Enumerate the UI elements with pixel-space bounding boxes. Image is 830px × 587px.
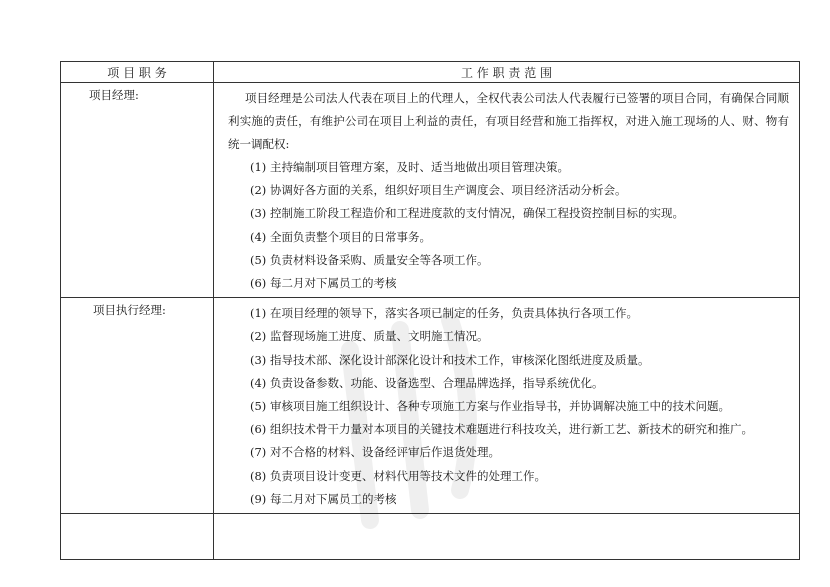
list-item: (5) 负责材料设备采购、质量安全等各项工作。 — [250, 252, 489, 267]
exec-duty-list — [228, 302, 789, 511]
list-item: (3) 控制施工阶段工程造价和工程进度款的支付情况，确保工程投资控制目标的实现。 — [250, 206, 684, 221]
list-item: (3) 指导技术部、深化设计部深化设计和技术工作，审核深化图纸进度及质量。 — [250, 352, 650, 367]
list-item: (2) 监督现场施工进度、质量、文明施工情况。 — [250, 329, 489, 344]
list-item: (1) 主持编制项目管理方案，及时、适当地做出项目管理决策。 — [250, 160, 569, 174]
list-item: (6) 组织技术骨干力量对本项目的关键技术难题进行科技攻关，进行新工艺、新技术的研究和推广。 — [250, 422, 753, 437]
role-project-manager: 项目经理: — [89, 88, 139, 102]
empty-table-row — [61, 514, 800, 560]
header-position: 项 目 职 务 — [61, 62, 214, 83]
list-item: (1) 在项目经理的领导下，落实各项已制定的任务，负责具体执行各项工作。 — [250, 306, 638, 321]
list-item: (2) 协调好各方面的关系，组织好项目生产调度会、项目经济活动分析会。 — [250, 183, 627, 198]
pm-intro-paragraph: 项目经理是公司法人代表在项目上的代理人，全权代表公司法人代表履行已签署的项目合同，有确保合同顺利实施的责任，有维护公司在项目上利益的责任，有项目经营和施工指挥权，对进入施工现场的人、财、物有统一调配权: — [228, 91, 789, 151]
role-cell — [61, 298, 214, 514]
duty-cell — [214, 298, 800, 514]
pm-duty-list — [228, 156, 789, 295]
list-item: (4) 负责设备参数、功能、设备选型、合理品牌选择，指导系统优化。 — [250, 375, 604, 390]
table-row — [61, 298, 800, 514]
list-item: (9) 每二月对下属员工的考核 — [250, 491, 397, 506]
header-duties: 工 作 职 责 范 围 — [214, 62, 800, 83]
list-item: (6) 每二月对下属员工的考核 — [250, 276, 397, 291]
list-item: (7) 对不合格的材料、设备经评审后作退货处理。 — [250, 445, 500, 460]
table-row — [61, 83, 800, 298]
list-item: (5) 审核项目施工组织设计、各种专项施工方案与作业指导书，并协调解决施工中的技术问题。 — [250, 399, 730, 414]
role-cell — [61, 83, 214, 298]
list-item: (8) 负责项目设计变更、材料代用等技术文件的处理工作。 — [250, 468, 546, 483]
empty-cell — [61, 514, 214, 560]
duty-cell — [214, 83, 800, 298]
table-header-row — [61, 62, 800, 83]
empty-cell — [214, 514, 800, 560]
job-duties-table — [60, 61, 800, 560]
role-executive-manager: 项目执行经理: — [93, 303, 166, 318]
list-item: (4) 全面负责整个项目的日常事务。 — [250, 229, 431, 244]
